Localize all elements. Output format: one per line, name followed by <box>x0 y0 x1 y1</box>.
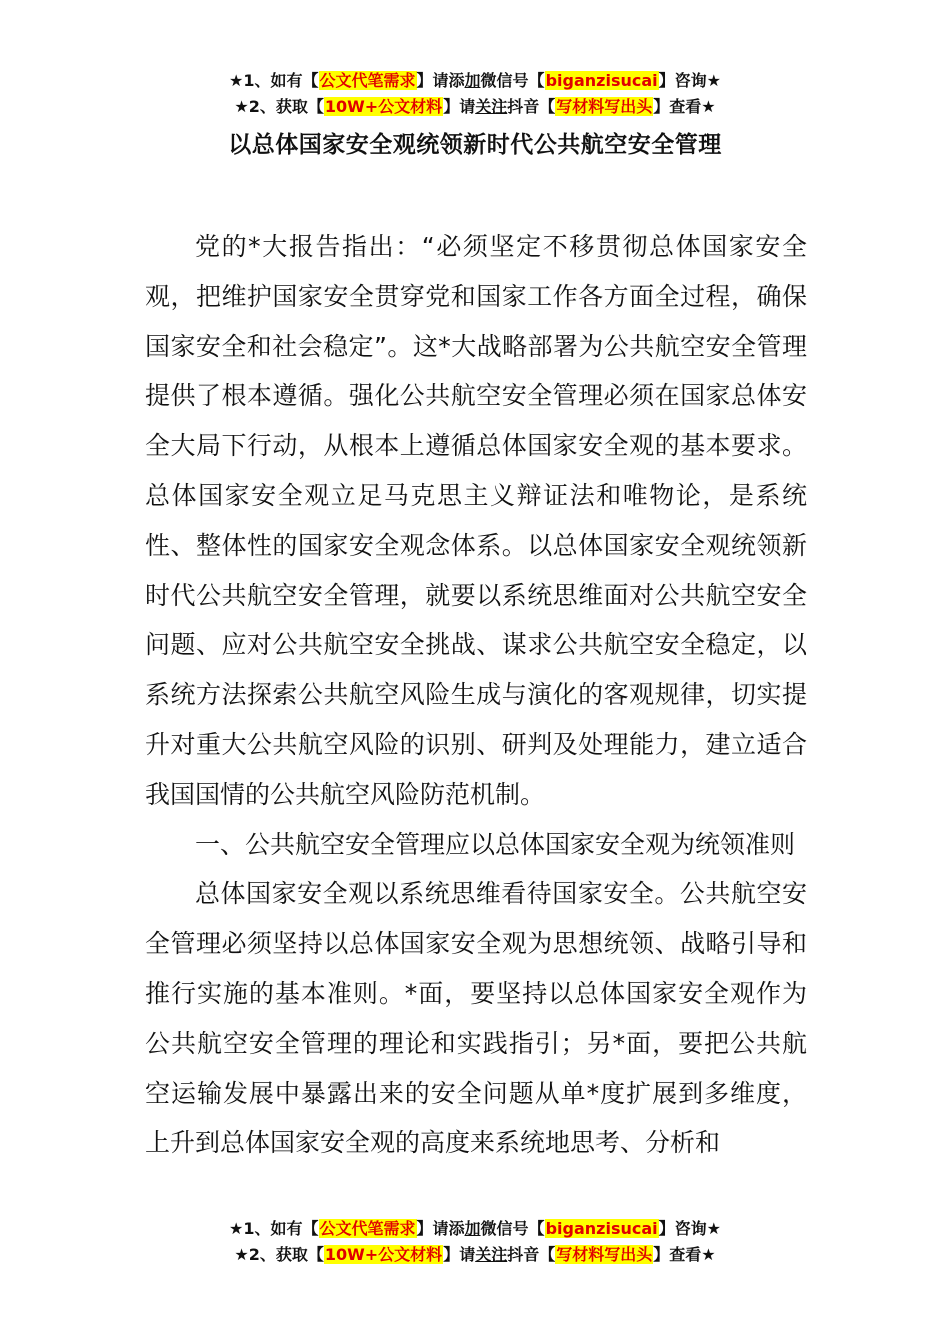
promo-line-1: ★1、如有【公文代笔需求】请添加微信号【biganzisucai】咨询★ <box>229 1219 721 1238</box>
highlight-service: 公文代笔需求 <box>319 71 416 90</box>
highlight-wechat-id: biganzisucai <box>545 1219 658 1238</box>
highlight-douyin-account: 写材料写出头 <box>556 1245 653 1264</box>
highlight-wechat-id: biganzisucai <box>545 71 658 90</box>
promo-line-2: ★2、获取【10W+公文材料】请关注抖音【写材料写出头】查看★ <box>234 97 716 116</box>
promo-line-1: ★1、如有【公文代笔需求】请添加微信号【biganzisucai】咨询★ <box>229 71 721 90</box>
section-heading: 一、公共航空安全管理应以总体国家安全观为统领准则 <box>195 829 796 859</box>
highlight-materials: 10W+公文材料 <box>324 97 443 116</box>
body-paragraph: 党的*大报告指出：“必须坚定不移贯彻总体国家安全观，把维护国家安全贯穿党和国家工作各方面全过程，确保国家安全和社会稳定”。这*大战略部署为公共航空安全管理提供了根本遵循。强化公共航空安全管理必须在国家总体安全大局下行动，从根本上遵循总体国家安全观的基本要求。总体国家安全观立足马克思主义辩证法和唯物论，是系统性、整体性的国家安全观念体系。以总体国家安全观统领新时代公共航空安全管理，就要以系统思维面对公共航空安全问题、应对公共航空安全挑战、谋求公共航空安全稳定，以系统方法探索公共航空风险生成与演化的客观规律，切实提升对重大公共航空风险的识别、研判及处理能力，建立适合我国国情的公共航空风险防范机制。 <box>145 232 807 809</box>
promo-line-2: ★2、获取【10W+公文材料】请关注抖音【写材料写出头】查看★ <box>234 1245 716 1264</box>
top-promo-banner <box>0 68 950 120</box>
document-body <box>145 222 807 1168</box>
document-title: 以总体国家安全观统领新时代公共航空安全管理 <box>228 132 722 158</box>
bottom-promo-banner <box>0 1216 950 1268</box>
highlight-service: 公文代笔需求 <box>319 1219 416 1238</box>
highlight-douyin-account: 写材料写出头 <box>556 97 653 116</box>
body-paragraph: 总体国家安全观以系统思维看待国家安全。公共航空安全管理必须坚持以总体国家安全观为思想统领、战略引导和推行实施的基本准则。*面，要坚持以总体国家安全观作为公共航空安全管理的理论和实践指引；另*面，要把公共航空运输发展中暴露出来的安全问题从单*度扩展到多维度，上升到总体国家安全观的高度来系统地思考、分析和 <box>145 879 807 1158</box>
highlight-materials: 10W+公文材料 <box>324 1245 443 1264</box>
